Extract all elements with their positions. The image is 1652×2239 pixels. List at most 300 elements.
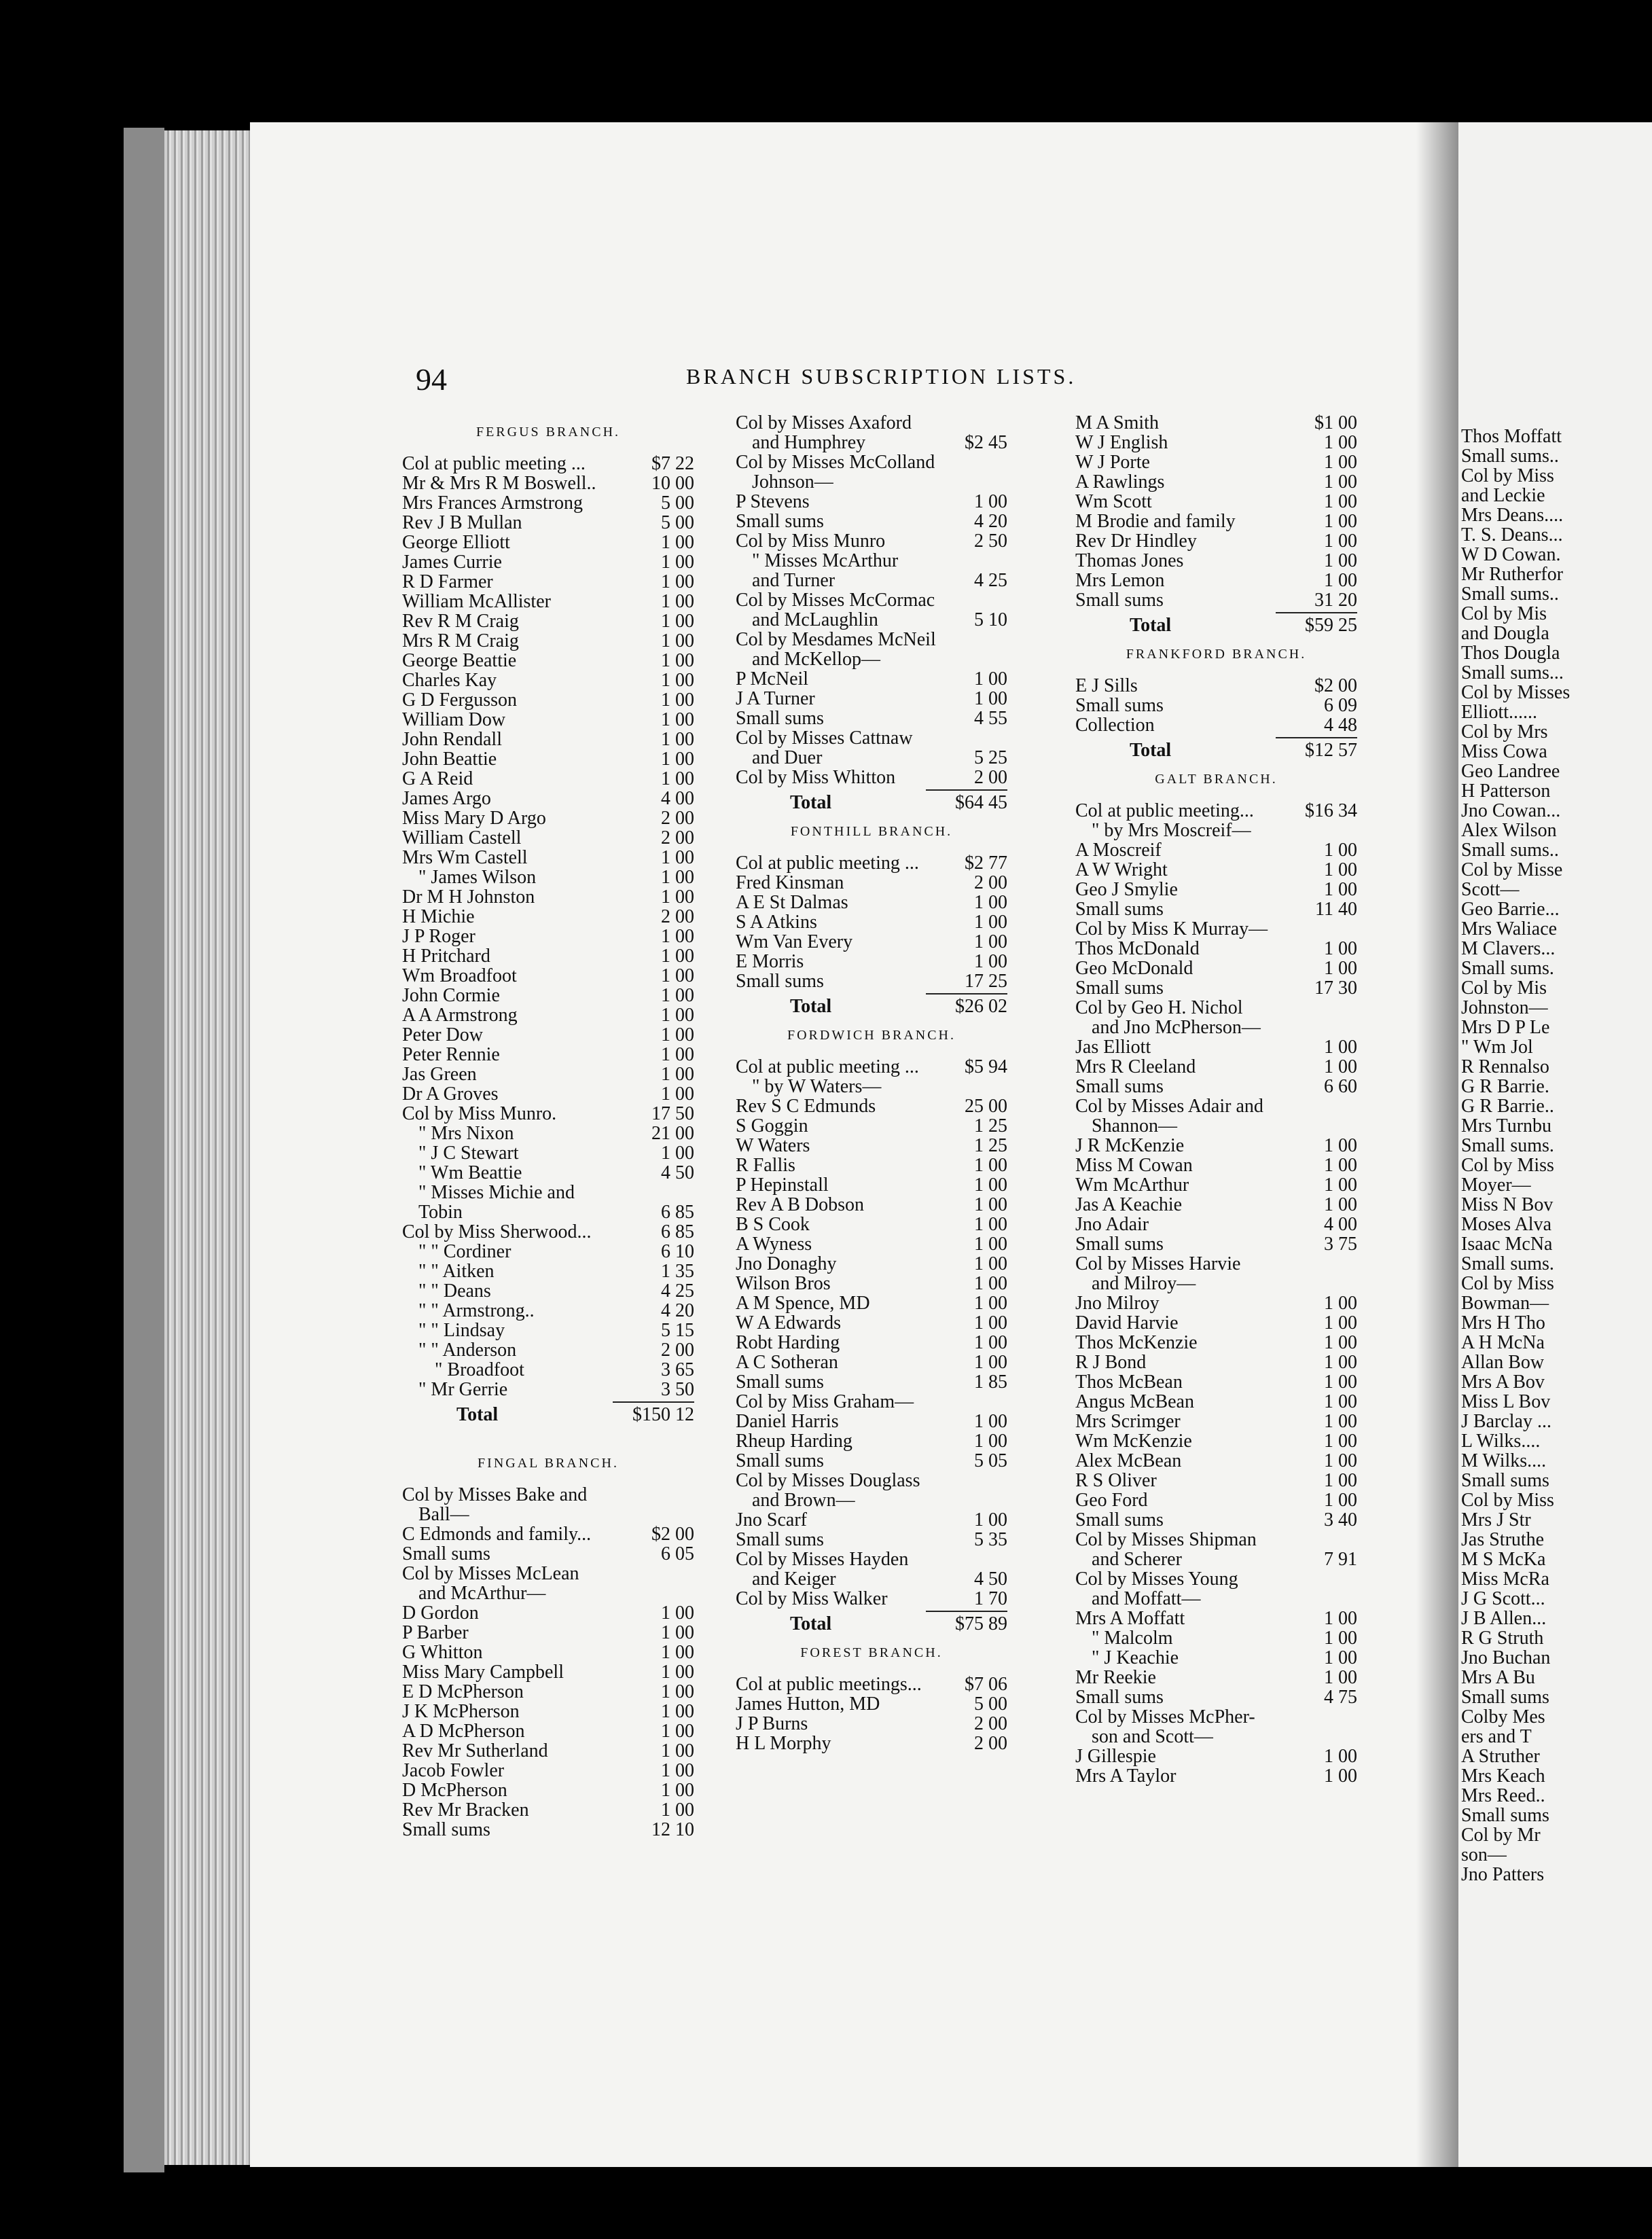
entry-amount: $2 45 <box>965 432 1007 453</box>
right-page-line: Col by Misse <box>1461 859 1563 880</box>
entry-name: Jas Green <box>402 1064 477 1085</box>
entry-name: Wm Van Every <box>736 931 853 952</box>
right-page-line: W D Cowan. <box>1461 544 1561 565</box>
entry-amount: $5 94 <box>965 1056 1007 1077</box>
entry-name: Small sums <box>736 708 824 729</box>
entry-name: A Wyness <box>736 1234 812 1255</box>
entry-name: Peter Rennie <box>402 1044 500 1065</box>
list-item <box>1075 1471 1357 1490</box>
right-page-line: Mrs Reed.. <box>1461 1785 1545 1806</box>
entry-name: Thomas Jones <box>1075 550 1184 571</box>
right-page-line: R G Struth <box>1461 1628 1544 1649</box>
entry-amount: 1 00 <box>1324 879 1357 900</box>
entry-name: " " Anderson <box>418 1340 517 1361</box>
list-item <box>736 1471 1007 1490</box>
entry-amount: 1 00 <box>1324 531 1357 552</box>
entry-name: J K McPherson <box>402 1701 520 1722</box>
right-page-line: M S McKa <box>1461 1549 1546 1570</box>
entry-name: Collection <box>1075 715 1155 736</box>
list-item <box>402 592 694 611</box>
list-item <box>736 1254 1007 1274</box>
entry-amount: 1 00 <box>1324 938 1357 959</box>
entry-name: " by W Waters— <box>752 1076 882 1097</box>
list-item <box>736 1694 1007 1714</box>
entry-name: John Rendall <box>402 729 502 750</box>
right-page-line: A H McNa <box>1461 1332 1545 1353</box>
entry-amount: 2 00 <box>974 767 1007 788</box>
list-item <box>402 631 694 651</box>
entry-name: and Keiger <box>752 1569 836 1590</box>
entry-amount: 1 00 <box>661 591 694 612</box>
list-item <box>1075 1707 1357 1727</box>
entry-amount: 1 00 <box>661 729 694 750</box>
entry-amount: 1 00 <box>974 1352 1007 1373</box>
entry-amount: 4 20 <box>661 1300 694 1321</box>
entry-amount: 1 00 <box>974 1312 1007 1333</box>
entry-amount: 1 00 <box>1324 1490 1357 1511</box>
right-page-line: L Wilks.... <box>1461 1431 1541 1452</box>
entry-amount: 17 25 <box>965 971 1007 992</box>
list-item <box>736 472 1007 492</box>
entry-amount: 1 00 <box>1324 1293 1357 1314</box>
entry-amount: 1 00 <box>661 1602 694 1624</box>
right-page-line: Thos Moffatt <box>1461 427 1562 447</box>
entry-amount: 5 00 <box>661 512 694 533</box>
entry-amount: 4 50 <box>974 1569 1007 1590</box>
entry-name: Rev S C Edmunds <box>736 1096 876 1117</box>
list-item <box>402 710 694 730</box>
list-item <box>1075 590 1357 610</box>
entry-name: W J English <box>1075 432 1168 453</box>
entry-amount: 1 00 <box>974 1175 1007 1196</box>
list-item <box>1075 1412 1357 1431</box>
entry-name: George Elliott <box>402 532 510 553</box>
list-item <box>1075 492 1357 512</box>
entry-amount: 1 00 <box>661 1642 694 1663</box>
right-page-line: T. S. Deans... <box>1461 524 1563 545</box>
entry-name: Col by Misses McCormac <box>736 590 935 611</box>
entry-name: Small sums <box>736 971 824 992</box>
entry-amount: 1 00 <box>1324 859 1357 880</box>
entry-amount: 1 00 <box>661 886 694 908</box>
entry-name: A W Wright <box>1075 859 1168 880</box>
entry-amount: 1 00 <box>1324 1667 1357 1688</box>
list-item <box>1075 919 1357 939</box>
entry-name: " James Wilson <box>418 867 537 888</box>
entry-name: Angus McBean <box>1075 1391 1194 1412</box>
list-item <box>402 1321 694 1340</box>
right-page-line: Col by Mis <box>1461 978 1547 999</box>
right-page-line: Mrs Deans.... <box>1461 505 1564 526</box>
list-item <box>736 952 1007 971</box>
entry-name: " " Cordiner <box>418 1241 511 1262</box>
list-item <box>736 1313 1007 1333</box>
entry-amount: 1 00 <box>661 1044 694 1065</box>
entry-name: Small sums <box>1075 1234 1164 1255</box>
entry-amount: 1 00 <box>661 1622 694 1643</box>
right-page-line: Col by Misses <box>1461 682 1570 703</box>
entry-amount: 1 00 <box>661 709 694 730</box>
list-item <box>1075 860 1357 880</box>
entry-name: Alex McBean <box>1075 1450 1182 1471</box>
list-item <box>402 1623 694 1643</box>
list-item <box>1075 1077 1357 1096</box>
list-item <box>1075 1451 1357 1471</box>
entry-name: P McNeil <box>736 668 809 689</box>
entry-amount: 2 00 <box>661 906 694 927</box>
list-item <box>1075 433 1357 452</box>
entry-name: Col by Miss Munro. <box>402 1103 557 1124</box>
entry-name: Col at public meeting ... <box>402 453 586 474</box>
list-item <box>1075 571 1357 590</box>
list-item <box>736 853 1007 873</box>
right-page-line: Bowman— <box>1461 1293 1549 1314</box>
entry-name: Mrs R Cleeland <box>1075 1056 1196 1077</box>
right-page-line: Moses Alva <box>1461 1214 1551 1235</box>
entry-amount: 3 40 <box>1324 1509 1357 1530</box>
entry-name: Total <box>1130 615 1172 636</box>
list-item <box>402 1603 694 1623</box>
entry-amount: 1 25 <box>974 1135 1007 1156</box>
entry-amount: 1 00 <box>974 1234 1007 1255</box>
right-page-line: Geo Barrie... <box>1461 899 1560 920</box>
entry-name: D McPherson <box>402 1780 507 1801</box>
right-page-line: A Struther <box>1461 1746 1540 1767</box>
entry-name: and McArthur— <box>418 1583 546 1604</box>
entry-name: Thos McDonald <box>1075 938 1200 959</box>
entry-name: Col by Misses McLean <box>402 1563 579 1584</box>
entry-amount: $26 02 <box>955 996 1007 1017</box>
entry-amount: $7 22 <box>651 453 694 474</box>
list-item <box>1075 840 1357 860</box>
entry-name: and Jno McPherson— <box>1092 1017 1261 1038</box>
column-2 <box>736 413 1007 1753</box>
entry-name: B S Cook <box>736 1214 810 1235</box>
list-item <box>736 433 1007 452</box>
list-item <box>736 669 1007 689</box>
list-item <box>736 512 1007 531</box>
list-item <box>402 1485 694 1505</box>
list-item <box>1075 1747 1357 1766</box>
book-edge-shadow <box>124 128 164 2172</box>
page-stack-edges <box>164 130 253 2165</box>
entry-name: FINGAL BRANCH. <box>478 1456 619 1471</box>
entry-name: Col by Misses Bake and <box>402 1484 588 1505</box>
right-page-line: G R Barrie.. <box>1461 1096 1554 1117</box>
right-page-line: Small sums <box>1461 1470 1549 1491</box>
column-1 <box>402 413 694 1840</box>
entry-amount: 1 00 <box>661 867 694 888</box>
entry-amount: 4 00 <box>661 788 694 809</box>
entry-name: Jno Milroy <box>1075 1293 1160 1314</box>
right-page-line: J Barclay ... <box>1461 1411 1551 1432</box>
entry-name: and Moffatt— <box>1092 1588 1201 1609</box>
entry-name: Col by Miss Sherwood... <box>402 1221 592 1242</box>
entry-amount: 1 00 <box>1324 1312 1357 1333</box>
entry-amount: 1 00 <box>1324 452 1357 473</box>
entry-amount: 1 00 <box>661 768 694 789</box>
list-item <box>1075 1687 1357 1707</box>
entry-name: Miss Mary Campbell <box>402 1662 564 1683</box>
entry-name: William McAllister <box>402 591 551 612</box>
entry-name: G Whitton <box>402 1642 483 1663</box>
branch-heading <box>402 1444 694 1485</box>
total-row <box>402 1405 694 1425</box>
entry-amount: 1 00 <box>661 946 694 967</box>
list-item <box>402 1005 694 1025</box>
entry-amount: 1 00 <box>661 1662 694 1683</box>
entry-name: Peter Dow <box>402 1024 483 1045</box>
right-page-line: Allan Bow <box>1461 1352 1545 1373</box>
total-row <box>736 793 1007 812</box>
entry-name: Small sums <box>402 1543 490 1564</box>
right-page-line: Small sums <box>1461 1687 1549 1708</box>
entry-amount: 1 00 <box>661 1005 694 1026</box>
entry-amount: 1 00 <box>661 965 694 986</box>
list-item <box>1075 1766 1357 1786</box>
right-page-line: Thos Dougla <box>1461 643 1560 664</box>
entry-amount: 1 00 <box>1324 1056 1357 1077</box>
entry-amount: 21 00 <box>651 1123 694 1144</box>
entry-name: G A Reid <box>402 768 473 789</box>
list-item <box>1075 978 1357 998</box>
entry-name: Col by Misses McPher- <box>1075 1706 1255 1727</box>
entry-amount: 4 25 <box>661 1280 694 1302</box>
book-gutter <box>1416 122 1458 2167</box>
entry-amount: 1 00 <box>661 985 694 1006</box>
list-item <box>1075 512 1357 531</box>
list-item <box>1075 1589 1357 1609</box>
list-item <box>402 1301 694 1321</box>
list-item <box>736 452 1007 472</box>
list-item <box>736 492 1007 512</box>
entry-name: Jno Scarf <box>736 1509 807 1530</box>
list-item <box>736 1096 1007 1116</box>
entry-amount: 1 00 <box>974 1155 1007 1176</box>
list-item <box>1075 899 1357 919</box>
list-item <box>402 572 694 592</box>
entry-name: D Gordon <box>402 1602 479 1624</box>
list-item <box>402 1064 694 1084</box>
entry-amount: 1 25 <box>974 1115 1007 1136</box>
entry-name: Geo McDonald <box>1075 958 1193 979</box>
list-item <box>402 730 694 749</box>
right-page-line: and Leckie <box>1461 485 1545 506</box>
branch-heading <box>1075 760 1357 801</box>
right-page-line: Small sums <box>1461 1805 1549 1826</box>
list-item <box>402 1261 694 1281</box>
right-page-line: Miss McRa <box>1461 1569 1549 1590</box>
list-item <box>1075 1392 1357 1412</box>
entry-name: Col by Mesdames McNeil <box>736 629 936 650</box>
entry-name: Small sums <box>1075 899 1164 920</box>
entry-name: A Moscreif <box>1075 840 1162 861</box>
list-item <box>1075 1569 1357 1589</box>
entry-name: Ball— <box>418 1504 469 1525</box>
list-item <box>402 1045 694 1064</box>
right-page-line: Mrs Turnbu <box>1461 1115 1552 1136</box>
list-item <box>736 1550 1007 1569</box>
entry-name: Col by Geo H. Nichol <box>1075 997 1243 1018</box>
entry-amount: 2 00 <box>974 1713 1007 1734</box>
list-item <box>736 590 1007 610</box>
column-3 <box>1075 413 1357 1786</box>
entry-name: Mrs Frances Armstrong <box>402 492 583 514</box>
entry-amount: 1 00 <box>974 491 1007 512</box>
right-page-line: R Rennalso <box>1461 1056 1549 1077</box>
entry-name: Small sums <box>1075 1509 1164 1530</box>
list-item <box>736 893 1007 912</box>
entry-name: A M Spence, MD <box>736 1293 870 1314</box>
right-page-line: Small sums. <box>1461 1135 1554 1156</box>
list-item <box>736 1510 1007 1530</box>
entry-amount: 6 10 <box>661 1241 694 1262</box>
entry-amount: 12 10 <box>651 1819 694 1840</box>
list-item <box>402 946 694 966</box>
entry-amount: 2 00 <box>661 808 694 829</box>
list-item <box>402 670 694 690</box>
entry-name: Dr A Groves <box>402 1083 499 1105</box>
total-row <box>1075 615 1357 635</box>
entry-amount: 1 00 <box>1324 1372 1357 1393</box>
list-item <box>402 867 694 887</box>
entry-name: and Scherer <box>1092 1549 1182 1570</box>
list-item <box>736 1136 1007 1156</box>
entry-name: Col by Misses Axaford <box>736 412 912 433</box>
list-item <box>736 1156 1007 1175</box>
list-item <box>736 1412 1007 1431</box>
list-item <box>402 1222 694 1242</box>
list-item <box>736 1714 1007 1734</box>
list-item <box>402 493 694 513</box>
right-page-line: G R Barrie. <box>1461 1076 1549 1097</box>
list-item <box>1075 1550 1357 1569</box>
right-page-line: Small sums.. <box>1461 584 1559 605</box>
list-item <box>1075 676 1357 696</box>
entry-amount: 1 00 <box>1324 471 1357 492</box>
list-item <box>402 1761 694 1780</box>
entry-name: Small sums <box>1075 695 1164 716</box>
entry-amount: 1 00 <box>661 1701 694 1722</box>
entry-name: Geo J Smylie <box>1075 879 1178 900</box>
list-item <box>1075 1156 1357 1175</box>
entry-name: FERGUS BRANCH. <box>475 425 621 440</box>
list-item <box>402 1564 694 1583</box>
entry-name: P Stevens <box>736 491 810 512</box>
list-item <box>1075 1372 1357 1392</box>
right-page-line: Colby Mes <box>1461 1706 1545 1727</box>
entry-amount: 1 35 <box>661 1261 694 1282</box>
list-item <box>1075 452 1357 472</box>
entry-amount: 1 00 <box>974 688 1007 709</box>
list-item <box>1075 472 1357 492</box>
right-page-line: Col by Miss <box>1461 1490 1554 1511</box>
entry-name: W A Edwards <box>736 1312 842 1333</box>
list-item <box>736 912 1007 932</box>
total-row <box>736 1614 1007 1634</box>
entry-name: Jas A Keachie <box>1075 1194 1183 1215</box>
entry-name: Rev Mr Sutherland <box>402 1740 548 1761</box>
list-item <box>736 413 1007 433</box>
list-item <box>736 728 1007 748</box>
entry-name: Mrs Wm Castell <box>402 847 528 868</box>
branch-heading <box>402 413 694 454</box>
right-page-line: Mrs A Bov <box>1461 1372 1545 1393</box>
entry-name: " Misses McArthur <box>752 550 899 571</box>
list-item <box>402 789 694 808</box>
list-item <box>736 1490 1007 1510</box>
list-item <box>1075 696 1357 715</box>
list-item <box>1075 801 1357 821</box>
list-item <box>1075 1136 1357 1156</box>
entry-name: Col at public meeting ... <box>736 853 919 874</box>
entry-amount: 5 00 <box>661 492 694 514</box>
right-page-column <box>1458 427 1652 1884</box>
right-page-line: Mrs J Str <box>1461 1509 1531 1530</box>
list-item <box>402 1124 694 1143</box>
entry-name: George Beattie <box>402 650 517 671</box>
entry-amount: 25 00 <box>965 1096 1007 1117</box>
entry-name: Mr & Mrs R M Boswell.. <box>402 473 596 494</box>
entry-amount: 1 00 <box>1324 1391 1357 1412</box>
entry-name: son and Scott— <box>1092 1726 1213 1747</box>
list-item <box>402 1662 694 1682</box>
list-item <box>736 1234 1007 1254</box>
entry-name: E Morris <box>736 951 804 972</box>
entry-amount: 6 85 <box>661 1202 694 1223</box>
entry-amount: 1 00 <box>1324 840 1357 861</box>
list-item <box>1075 998 1357 1018</box>
entry-amount: 1 00 <box>661 630 694 651</box>
entry-name: and Turner <box>752 570 836 591</box>
list-item <box>736 571 1007 590</box>
list-item <box>736 551 1007 571</box>
list-item <box>736 1057 1007 1077</box>
entry-name: William Castell <box>402 827 522 848</box>
entry-name: Small sums <box>402 1819 490 1840</box>
entry-amount: $2 00 <box>1314 675 1357 696</box>
entry-name: P Barber <box>402 1622 469 1643</box>
entry-name: Geo Ford <box>1075 1490 1148 1511</box>
entry-name: and Duer <box>752 747 823 768</box>
entry-name: A E St Dalmas <box>736 892 848 913</box>
entry-name: " Wm Beattie <box>418 1162 522 1183</box>
entry-amount: 1 00 <box>1324 1450 1357 1471</box>
right-page-line: Col by Miss <box>1461 1155 1554 1176</box>
right-page-line: Geo Landree <box>1461 761 1560 782</box>
list-item <box>736 1734 1007 1753</box>
entry-name: " " Armstrong.. <box>418 1300 535 1321</box>
list-item <box>736 1195 1007 1215</box>
entry-name: Dr M H Johnston <box>402 886 535 908</box>
list-item <box>402 966 694 986</box>
entry-name: Total <box>456 1404 499 1425</box>
total-row <box>1075 740 1357 760</box>
entry-name: FONTHILL BRANCH. <box>790 824 953 839</box>
right-page-line: H Patterson <box>1461 781 1551 802</box>
entry-name: Col by Miss Walker <box>736 1588 888 1609</box>
list-item <box>402 1505 694 1524</box>
entry-name: Col by Misses Adair and <box>1075 1096 1263 1117</box>
entry-amount: 1 00 <box>661 1143 694 1164</box>
list-item <box>736 1372 1007 1392</box>
entry-name: Wm Broadfoot <box>402 965 517 986</box>
list-item <box>402 1682 694 1702</box>
entry-name: and Milroy— <box>1092 1273 1196 1294</box>
right-page-line: Mrs H Tho <box>1461 1312 1545 1333</box>
entry-amount: 1 00 <box>974 1411 1007 1432</box>
entry-name: Thos McBean <box>1075 1372 1183 1393</box>
